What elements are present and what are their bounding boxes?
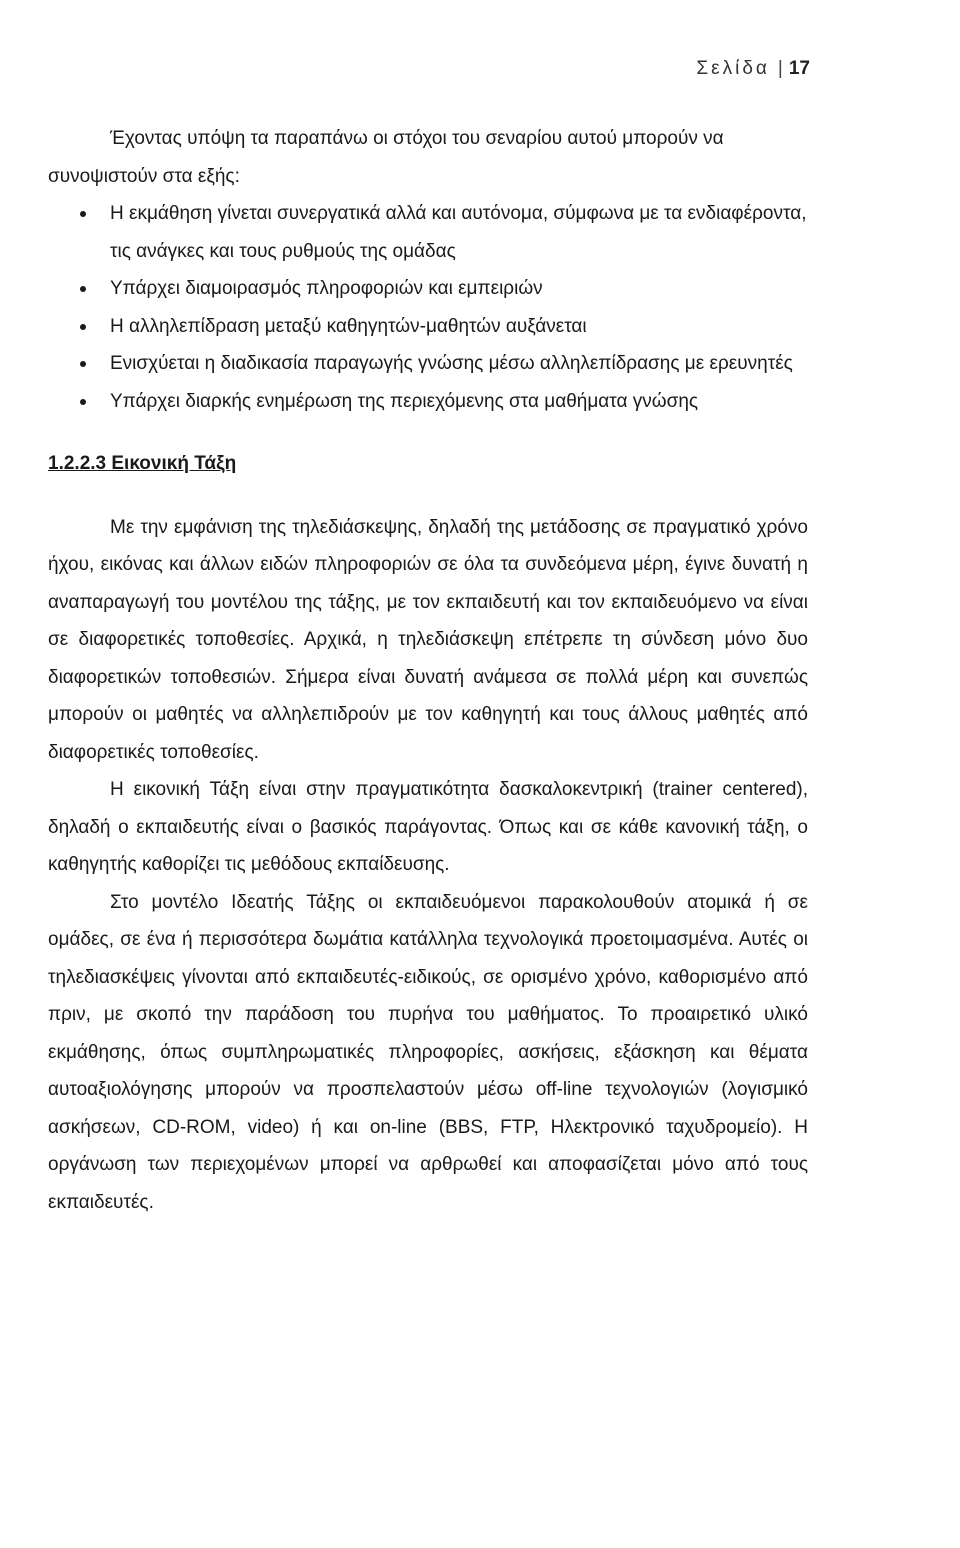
page-number: 17: [788, 58, 810, 79]
list-item: Ενισχύεται η διαδικασία παραγωγής γνώσης μέσω αλληλεπίδρασης με ερευνητές: [48, 345, 808, 383]
list-item: Η εκμάθηση γίνεται συνεργατικά αλλά και αυτόνομα, σύμφωνα με τα ενδιαφέροντα, τις ανάγκες και τους ρυθμούς της ομάδας: [48, 195, 808, 270]
list-item: Η αλληλεπίδραση μεταξύ καθηγητών-μαθητών αυξάνεται: [48, 308, 808, 346]
body-paragraph: Με την εμφάνιση της τηλεδιάσκεψης, δηλαδή της μετάδοσης σε πραγματικό χρόνο ήχου, εικόνας και άλλων ειδών πληροφοριών σε όλα τα συνδεόμενα μέρη, έγινε δυνατή η αναπαραγωγή του μοντέλου της τάξης, με τον εκπαιδευτή και τον εκπαιδευόμενο να είναι σε διαφορετικές τοποθεσίες. Αρχικά, η τηλεδιάσκεψη επέτρεπε τη σύνδεση μόνο δυο διαφορετικών τοποθεσιών. Σήμερα είναι δυνατή ανάμεσα σε πολλά μέρη και συνεπώς μπορούν οι μαθητές να αλληλεπιδρούν με τον καθηγητή και τους άλλους μαθητές από διαφορετικές τοποθεσίες.: [48, 516, 808, 763]
body-paragraph: Η εικονική Τάξη είναι στην πραγματικότητα δασκαλοκεντρική (trainer centered), δηλαδή ο εκπαιδευτής είναι ο βασικός παράγοντας. Όπως και σε κάθε κανονική τάξη, ο καθηγητής καθορίζει τις μεθόδους εκπαίδευσης.: [48, 779, 808, 875]
goals-list: [48, 195, 808, 420]
body-paragraph: Στο μοντέλο Ιδεατής Τάξης οι εκπαιδευόμενοι παρακολουθούν ατομικά ή σε ομάδες, σε ένα ή περισσότερα δωμάτια κατάλληλα τεχνολογικά προετοιμασμένα. Αυτές οι τηλεδιασκέψεις γίνονται από εκπαιδευτές-ειδικούς, σε ορισμένο χρόνο, καθορισμένο από πριν, με σκοπό την παράδοση του πυρήνα του μαθήματος. Το προαιρετικό υλικό εκμάθησης, όπως συμπληρωματικές πληροφορίες, ασκήσεις, εξάσκηση και θέματα αυτοαξιολόγησης μπορούν να προσπελαστούν μέσω off-line τεχνολογιών (λογισμικό ασκήσεων, CD-ROM, video) ή και on-line (BBS, FTP, Ηλεκτρονικό ταχυδρομείο). Η οργάνωση των περιεχομένων μπορεί να αρθρωθεί και αποφασίζεται μόνο από τους εκπαιδευτές.: [48, 891, 808, 1213]
list-item: Υπάρχει διαρκής ενημέρωση της περιεχόμενης στα μαθήματα γνώσης: [48, 383, 808, 421]
page-header: [696, 58, 810, 80]
page-content: [48, 120, 808, 1221]
intro-paragraph: Έχοντας υπόψη τα παραπάνω οι στόχοι του σεναρίου αυτού μπορούν να συνοψιστούν στα εξής:: [48, 128, 724, 187]
section-heading: 1.2.2.3 Εικονική Τάξη: [48, 453, 237, 474]
page-label: Σελίδα: [696, 58, 770, 79]
header-separator: |: [777, 58, 783, 79]
list-item: Υπάρχει διαμοιρασμός πληροφοριών και εμπειριών: [48, 270, 808, 308]
